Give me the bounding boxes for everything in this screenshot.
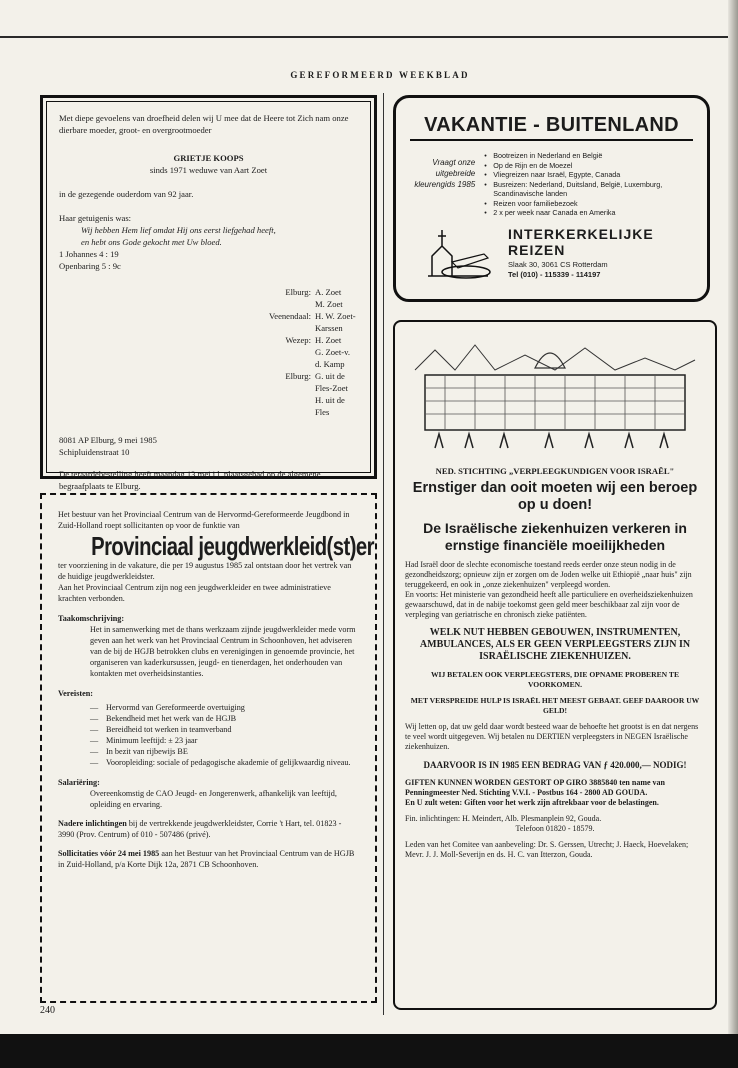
quote-line-1: Wij hebben Hem lief omdat Hij ons eerst liefgehad heeft, bbox=[81, 225, 276, 235]
israel-giro: GIFTEN KUNNEN WORDEN GESTORT OP GIRO 3885840 ten name van Penningmeester Ned. Stichting V.V.I. - Postbus 164 - 2800 AD GOUDA. bbox=[405, 778, 665, 797]
side-line: kleurengids 1985 bbox=[414, 180, 476, 189]
info-bold: Nadere inlichtingen bbox=[58, 819, 127, 828]
travel-item: • 2 x per week naar Canada en Amerika bbox=[493, 208, 693, 218]
column-divider bbox=[383, 93, 384, 1015]
family-place: Veenendaal: bbox=[269, 311, 311, 321]
address-line-1: 8081 AP Elburg, 9 mei 1985 bbox=[59, 435, 157, 445]
israel-info: Fin. inlichtingen: H. Meindert, Alb. Plesmanplein 92, Gouda. bbox=[405, 814, 602, 823]
family-list bbox=[231, 286, 358, 418]
jerusalem-wall-illustration bbox=[405, 330, 705, 462]
bible-ref-2: Openbaring 5 : 9c bbox=[59, 261, 121, 271]
vacancy-title: Provinciaal jeugdwerkleid(st)er bbox=[91, 531, 374, 561]
israel-para-3: Wij letten op, dat uw geld daar wordt besteed waar de behoefte het grootst is en dat nergens te veel wordt uitgegeven. Wij betalen nu DERTIEN verpleegsters in NEGEN Israëlische ziekenhuizen. bbox=[405, 722, 699, 751]
vacancy-para-1: ter voorziening in de vakature, die per 19 augustus 1985 zal ontstaan door het vertrek van de huidige jeugdwerkleidster. bbox=[58, 561, 352, 581]
church-plane-icon bbox=[422, 216, 494, 286]
death-notice bbox=[40, 95, 377, 491]
side-line: uitgebreide bbox=[435, 169, 476, 178]
address-line-2: Schipluidenstraat 10 bbox=[59, 447, 130, 457]
family-member: H. Zoet bbox=[315, 335, 342, 345]
quote-line-2: en hebt ons Gode gekocht met Uw bloed. bbox=[81, 237, 222, 247]
family-member: G. uit de Fles-Zoet bbox=[315, 371, 348, 393]
travel-body bbox=[410, 151, 693, 218]
family-place: Wezep: bbox=[285, 335, 311, 345]
testimony-label: Haar getuigenis was: bbox=[59, 213, 132, 223]
family-member: H. uit de Fles bbox=[315, 395, 345, 417]
family-place: Elburg: bbox=[285, 371, 311, 381]
israel-headline-2: De Israëlische ziekenhuizen verkeren in ernstige financiële moeilijkheden bbox=[423, 520, 687, 553]
israel-amount: DAARVOOR IS IN 1985 EEN BEDRAG VAN ƒ 420.000,— NODIG! bbox=[423, 760, 687, 770]
family-place bbox=[231, 394, 311, 418]
requirement-item: — Vooropleiding: sociale of pedagogische akademie of gelijkwaardig niveau. bbox=[106, 757, 359, 768]
page-number: 240 bbox=[40, 1005, 55, 1016]
travel-item: • Vliegreizen naar Israël, Egypte, Canada bbox=[493, 170, 693, 180]
travel-side-text bbox=[410, 151, 481, 218]
requirement-item: — In bezit van rijbewijs BE bbox=[106, 746, 359, 757]
travel-item: • Busreizen: Nederland, Duitsland, België, Luxemburg, Scandinavische landen bbox=[493, 180, 693, 199]
requirement-item: — Minimum leeftijd: ± 23 jaar bbox=[106, 735, 359, 746]
family-member: M. Zoet bbox=[315, 299, 343, 309]
deceased-name: GRIETJE KOOPS bbox=[173, 153, 244, 163]
tasks-text: Het in samenwerking met de thans werkzaam zijnde jeugdwerkleider mede vorm geven aan het werk van het Provinciaal Centrum in Schoonhoven, het adviseren van de bij de HGJB betrokken clubs en verenigingen in genoemde provincie, het organiseren van kaderkursussen, jeugd- en tienerdagen, het onderhouden van kontakten met overheidsinstanties. bbox=[90, 625, 356, 678]
travel-org: INTERKERKELIJKE REIZEN bbox=[508, 225, 654, 258]
widow-line: sinds 1971 weduwe van Aart Zoet bbox=[149, 165, 268, 175]
vacancy-ad bbox=[40, 493, 377, 1003]
family-member: A. Zoet bbox=[315, 287, 342, 297]
requirement-item: — Bekendheid met het werk van de HGJB bbox=[106, 713, 359, 724]
requirements-list bbox=[58, 702, 359, 768]
vacancy-intro: Het bestuur van het Provinciaal Centrum van de Hervormd-Gereformeerde Jeugdbond in Zuid-Holland roept sollicitanten op voor de funktie van bbox=[58, 510, 350, 530]
scan-bottom-edge bbox=[0, 1034, 738, 1068]
apply-paragraph bbox=[58, 848, 359, 870]
requirement-item: — Hervormd van Gereformeerde overtuiging bbox=[106, 702, 359, 713]
salary-label: Salariëring: bbox=[58, 778, 100, 787]
requirements-label: Vereisten: bbox=[58, 689, 94, 698]
apply-text: aan het Bestuur van het Provinciaal Centrum van de HGJB in Zuid-Holland, p/a Korte Dijk 12a, 2871 CB Schoonhoven. bbox=[58, 849, 355, 869]
salary-text: Overeenkomstig de CAO Jeugd- en Jongerenwerk, afhankelijk van leeftijd, opleiding en ervaring. bbox=[90, 789, 337, 809]
israel-para-2: En voorts: Het ministerie van gezondheid heeft alle particuliere en overheidsziekenhuizen gewaarschuwd, dat in de nabije toekomst geen geld meer beschikbaar zal zijn voor de verpleging van geriatrische en chronisch zieke patiënten. bbox=[405, 590, 693, 619]
requirement-item: — Bereidheid tot werken in teamverband bbox=[106, 724, 359, 735]
notice-intro: Met diepe gevoelens van droefheid delen wij U mee dat de Heere tot Zich nam onze dierbare moeder, groot- en overgrootmoeder bbox=[59, 113, 349, 135]
travel-list bbox=[481, 151, 693, 218]
top-rule bbox=[0, 36, 738, 38]
travel-item: • Bootreizen in Nederland en België bbox=[493, 151, 693, 161]
israel-ad bbox=[393, 320, 717, 1010]
bible-ref-1: 1 Johannes 4 : 19 bbox=[59, 249, 119, 259]
travel-title: VAKANTIE - BUITENLAND bbox=[410, 114, 693, 141]
travel-address: Slaak 30, 3061 CS Rotterdam bbox=[508, 259, 608, 269]
israel-caps-3: MET VERSPREIDE HULP IS ISRAËL HET MEEST GEBAAT. GEEF DAAROOR UW GELD! bbox=[410, 696, 700, 715]
family-place: Elburg: bbox=[285, 287, 311, 297]
israel-committee: Leden van het Comitee van aanbeveling: Dr. S. Gerssen, Utrecht; J. Haeck, Hoevelaken; Mevr. J. J. Moll-Severijn en ds. H. C. van Itterzon, Gouda. bbox=[405, 840, 689, 859]
tasks-label: Taakomschrijving: bbox=[58, 614, 125, 623]
israel-org: NED. STICHTING „VERPLEEGKUNDIGEN VOOR ISRAËL" bbox=[435, 466, 675, 476]
side-line: Vraagt onze bbox=[432, 158, 476, 167]
age-line: in de gezegende ouderdom van 92 jaar. bbox=[59, 189, 194, 199]
burial-line: De teraardebestelling heeft maandag 13 mei j.l. plaatsgehad op de algemene begraafplaats te Elburg. bbox=[59, 469, 321, 491]
family-member: H. W. Zoet-Karssen bbox=[315, 311, 356, 333]
apply-bold: Sollicitaties vóór 24 mei 1985 bbox=[58, 849, 160, 858]
israel-caps-2: WIJ BETALEN OOK VERPLEEGSTERS, DIE OPNAME PROBEREN TE VOORKOMEN. bbox=[430, 670, 680, 689]
family-member: G. Zoet-v. d. Kamp bbox=[315, 347, 350, 369]
masthead: GEREFORMEERD WEEKBLAD bbox=[290, 70, 470, 80]
israel-deduct: En U zult weten: Giften voor het werk zijn aftrekbaar voor de belastingen. bbox=[405, 798, 659, 807]
travel-ad bbox=[393, 95, 710, 302]
family-place bbox=[231, 298, 311, 310]
page-edge-shadow bbox=[728, 0, 738, 1068]
israel-caps-1: WELK NUT HEBBEN GEBOUWEN, INSTRUMENTEN, AMBULANCES, ALS ER GEEN VERPLEEGSTERS ZIJN IN ISRAËLISCHE ZIEKENHUIZEN. bbox=[419, 627, 691, 662]
travel-item: • Op de Rijn en de Moezel bbox=[493, 161, 693, 171]
info-paragraph bbox=[58, 818, 359, 840]
vacancy-para-2: Aan het Provinciaal Centrum zijn nog een jeugdwerkleider en twee administratieve krachten verbonden. bbox=[58, 583, 331, 603]
israel-headline-1: Ernstiger dan ooit moeten wij een beroep op u doen! bbox=[412, 480, 698, 513]
travel-phone: Tel (010) - 115339 - 114197 bbox=[508, 269, 601, 279]
travel-item: • Reizen voor familiebezoek bbox=[493, 199, 693, 209]
israel-para-1: Had Israël door de slechte economische toestand reeds eerder onze steun nodig in de gezondheidszorg; opnieuw zijn er zorgen om de Joden welke uit Ethiopië „naar huis" zijn teruggekeerd, en ook in „onze ziekenhuizen" verpleegd worden. bbox=[405, 560, 692, 589]
family-place bbox=[231, 346, 311, 370]
israel-phone: Telefoon 01820 - 18579. bbox=[515, 824, 595, 833]
info-text: bij de vertrekkende jeugdwerkleidster, Corrie 't Hart, tel. 01823 - 3990 (Prov. Centrum) of 010 - 507486 (privé). bbox=[58, 819, 342, 839]
